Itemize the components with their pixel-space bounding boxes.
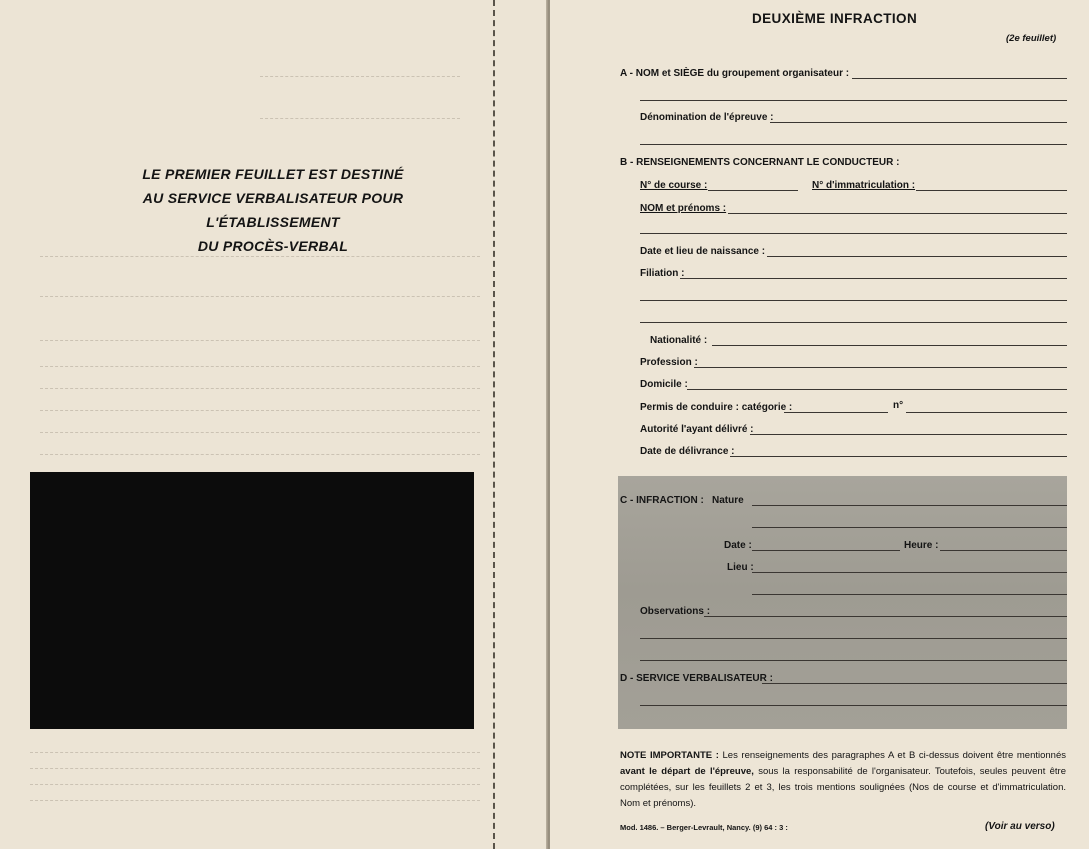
name-field[interactable]: [728, 213, 1067, 214]
race-number-label: N° de course :: [640, 180, 708, 191]
intro-line: AU SERVICE VERBALISATEUR POUR: [142, 190, 404, 206]
note-text: Les renseignements des paragraphes A et B ci-dessus doivent être mentionnés: [718, 750, 1066, 761]
filiation-label: Filiation :: [640, 268, 685, 279]
filiation-field-line3[interactable]: [640, 322, 1067, 323]
section-d-label: D - SERVICE VERBALISATEUR :: [620, 673, 773, 684]
bleed-through-line: [40, 296, 480, 297]
organizer-field-line2[interactable]: [640, 100, 1067, 101]
observations-field[interactable]: [704, 616, 1067, 617]
bleed-through-line: [30, 784, 480, 785]
see-verso: (Voir au verso): [985, 821, 1055, 832]
profession-field[interactable]: [694, 367, 1067, 368]
authority-field[interactable]: [750, 434, 1067, 435]
bleed-through-line: [40, 388, 480, 389]
bleed-through-line: [260, 76, 460, 77]
redaction-box: [30, 472, 474, 729]
nationality-field[interactable]: [712, 345, 1067, 346]
race-number-field[interactable]: [708, 190, 798, 191]
issue-date-label: Date de délivrance :: [640, 446, 735, 457]
license-number-field[interactable]: [906, 412, 1067, 413]
observations-label: Observations :: [640, 606, 711, 617]
nature-field[interactable]: [752, 505, 1067, 506]
time-field[interactable]: [940, 550, 1067, 551]
bleed-through-line: [260, 118, 460, 119]
bleed-through-line: [40, 366, 480, 367]
infraction-panel: [618, 476, 1067, 729]
event-name-field[interactable]: [770, 122, 1067, 123]
intro-line: DU PROCÈS-VERBAL: [197, 238, 349, 254]
bleed-through-line: [40, 454, 480, 455]
authority-label: Autorité l'ayant délivré :: [640, 424, 754, 435]
note-bold: avant le départ de l'épreuve,: [620, 766, 754, 777]
registration-label: N° d'immatriculation :: [812, 180, 916, 191]
observations-field-line2[interactable]: [640, 638, 1067, 639]
intro-text: [128, 162, 418, 258]
issue-date-field[interactable]: [730, 456, 1067, 457]
name-field-line2[interactable]: [640, 233, 1067, 234]
license-category-field[interactable]: [784, 412, 888, 413]
place-field[interactable]: [752, 572, 1067, 573]
bleed-through-line: [40, 410, 480, 411]
nature-field-line2[interactable]: [752, 527, 1067, 528]
bleed-through-line: [30, 800, 480, 801]
organizer-field[interactable]: [852, 78, 1067, 79]
section-c-label: C - INFRACTION :: [620, 495, 704, 506]
filiation-field-line2[interactable]: [640, 300, 1067, 301]
license-number-label: n°: [893, 400, 904, 411]
perforation-line: [493, 0, 495, 849]
nationality-label: Nationalité :: [650, 335, 708, 346]
sheet-note: (2e feuillet): [1006, 33, 1057, 44]
name-label: NOM et prénoms :: [640, 203, 727, 214]
printer-imprint: Mod. 1486. – Berger-Levrault, Nancy. (9) 64 : 3 :: [620, 823, 788, 832]
intro-line: LE PREMIER FEUILLET EST DESTINÉ: [142, 166, 404, 182]
birth-field[interactable]: [767, 256, 1067, 257]
place-label: Lieu :: [727, 562, 754, 573]
bleed-through-line: [40, 432, 480, 433]
form-title: DEUXIÈME INFRACTION: [752, 11, 918, 26]
domicile-label: Domicile :: [640, 379, 688, 390]
event-name-label: Dénomination de l'épreuve :: [640, 112, 774, 123]
bleed-through-line: [30, 752, 480, 753]
observations-field-line3[interactable]: [640, 660, 1067, 661]
filiation-field[interactable]: [680, 278, 1067, 279]
date-label: Date :: [724, 540, 752, 551]
bleed-through-line: [40, 340, 480, 341]
note-text: sous la responsabilité de l'organisateur. Toutefois, seules peuvent être complétées, sur les feuillets 2 et 3, les trois mentions soulignées (Nos de course et d'immatriculation. Nom et prénoms).: [620, 766, 1066, 809]
intro-line: L'ÉTABLISSEMENT: [206, 214, 340, 230]
section-a-label: A - NOM et SIÈGE du groupement organisateur :: [620, 68, 850, 79]
important-note: [620, 748, 1066, 812]
domicile-field[interactable]: [687, 389, 1067, 390]
time-label: Heure :: [904, 540, 939, 551]
service-field[interactable]: [762, 683, 1067, 684]
bleed-through-line: [30, 768, 480, 769]
section-b-label: B - RENSEIGNEMENTS CONCERNANT LE CONDUCTEUR :: [620, 157, 900, 168]
place-field-line2[interactable]: [752, 594, 1067, 595]
license-label: Permis de conduire : catégorie :: [640, 402, 793, 413]
nature-label: Nature: [712, 495, 744, 506]
event-name-field-line2[interactable]: [640, 144, 1067, 145]
profession-label: Profession :: [640, 357, 698, 368]
note-lead: NOTE IMPORTANTE :: [620, 750, 719, 761]
date-field[interactable]: [752, 550, 900, 551]
service-field-line2[interactable]: [640, 705, 1067, 706]
birth-label: Date et lieu de naissance :: [640, 246, 766, 257]
registration-field[interactable]: [916, 190, 1067, 191]
